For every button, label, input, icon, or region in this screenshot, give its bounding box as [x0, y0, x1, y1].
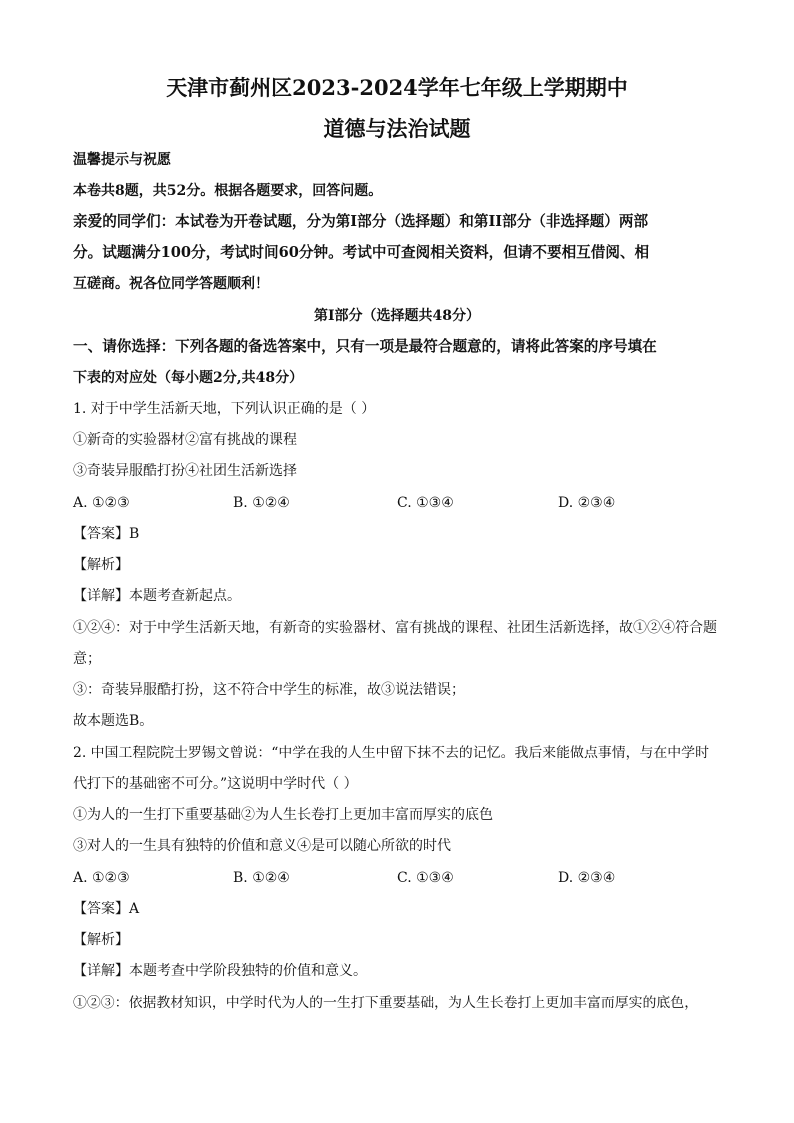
- q1-stem: 1. 对于中学生活新天地，下列认识正确的是（ ）: [73, 401, 376, 417]
- q1-answer: 【答案】B: [73, 526, 140, 542]
- q1-items-1: ①新奇的实验器材②富有挑战的课程: [73, 432, 297, 448]
- q2-analysis-label: 【解析】: [73, 932, 129, 948]
- q2-option-d: D. ②③④: [558, 870, 616, 886]
- q2-option-b: B. ①②④: [233, 870, 290, 886]
- q2-stem-1: 2. 中国工程院院士罗锡文曾说：“中学在我的人生中留下抹不去的记忆。我后来能做点事情，与在中学时: [73, 745, 709, 761]
- q1-explanation-1: ①②④：对于中学生活新天地，有新奇的实验器材、富有挑战的课程、社团生活新选择，故①②④符合题: [73, 620, 717, 636]
- q2-items-2: ③对人的一生具有独特的价值和意义④是可以随心所欲的时代: [73, 838, 451, 854]
- q2-items-1: ①为人的一生打下重要基础②为人生长卷打上更加丰富而厚实的底色: [73, 807, 493, 823]
- q2-explanation-1: ①②③：依据教材知识，中学时代为人的一生打下重要基础，为人生长卷打上更加丰富而厚实的底色，: [73, 995, 699, 1011]
- q1-option-a: A. ①②③: [73, 495, 130, 511]
- intro-line-4: 互磋商。祝各位同学答题顺利！: [73, 276, 269, 292]
- q1-explanation-2: 意；: [73, 651, 101, 667]
- q2-option-c: C. ①③④: [397, 870, 454, 886]
- q2-option-a: A. ①②③: [73, 870, 130, 886]
- q2-stem-2: 代打下的基础密不可分。”这说明中学时代（ ）: [73, 776, 358, 792]
- q1-explanation-4: 故本题选B。: [73, 713, 154, 729]
- section-instruction-1: 一、请你选择：下列各题的备选答案中，只有一项是最符合题意的，请将此答案的序号填在: [73, 338, 657, 355]
- q2-detail: 【详解】本题考查中学阶段独特的价值和意义。: [73, 963, 367, 979]
- q1-option-b: B. ①②④: [233, 495, 290, 511]
- intro-line-2: 亲爱的同学们：本试卷为开卷试题，分为第I部分（选择题）和第II部分（非选择题）两部: [73, 213, 649, 230]
- q1-analysis-label: 【解析】: [73, 557, 129, 573]
- intro-heading: 温馨提示与祝愿: [73, 152, 171, 168]
- q1-items-2: ③奇装异服酷打扮④社团生活新选择: [73, 463, 297, 479]
- q1-option-d: D. ②③④: [558, 495, 616, 511]
- document-title: 天津市蓟州区2023-2024学年七年级上学期期中: [166, 75, 628, 100]
- section-instruction-2: 下表的对应处（每小题2分,共48分）: [73, 370, 304, 386]
- q1-option-c: C. ①③④: [397, 495, 454, 511]
- q2-answer: 【答案】A: [73, 901, 140, 917]
- q1-explanation-3: ③：奇装异服酷打扮，这不符合中学生的标准，故③说法错误；: [73, 682, 465, 698]
- q1-detail: 【详解】本题考查新起点。: [73, 588, 241, 604]
- part1-title: 第I部分（选择题共48分）: [313, 308, 481, 324]
- intro-line-3: 分。试题满分100分，考试时间60分钟。考试中可查阅相关资料，但请不要相互借阅、相: [73, 244, 650, 261]
- document-subtitle: 道德与法治试题: [323, 116, 471, 141]
- intro-line-1: 本卷共8题，共52分。根据各题要求，回答问题。: [73, 183, 383, 199]
